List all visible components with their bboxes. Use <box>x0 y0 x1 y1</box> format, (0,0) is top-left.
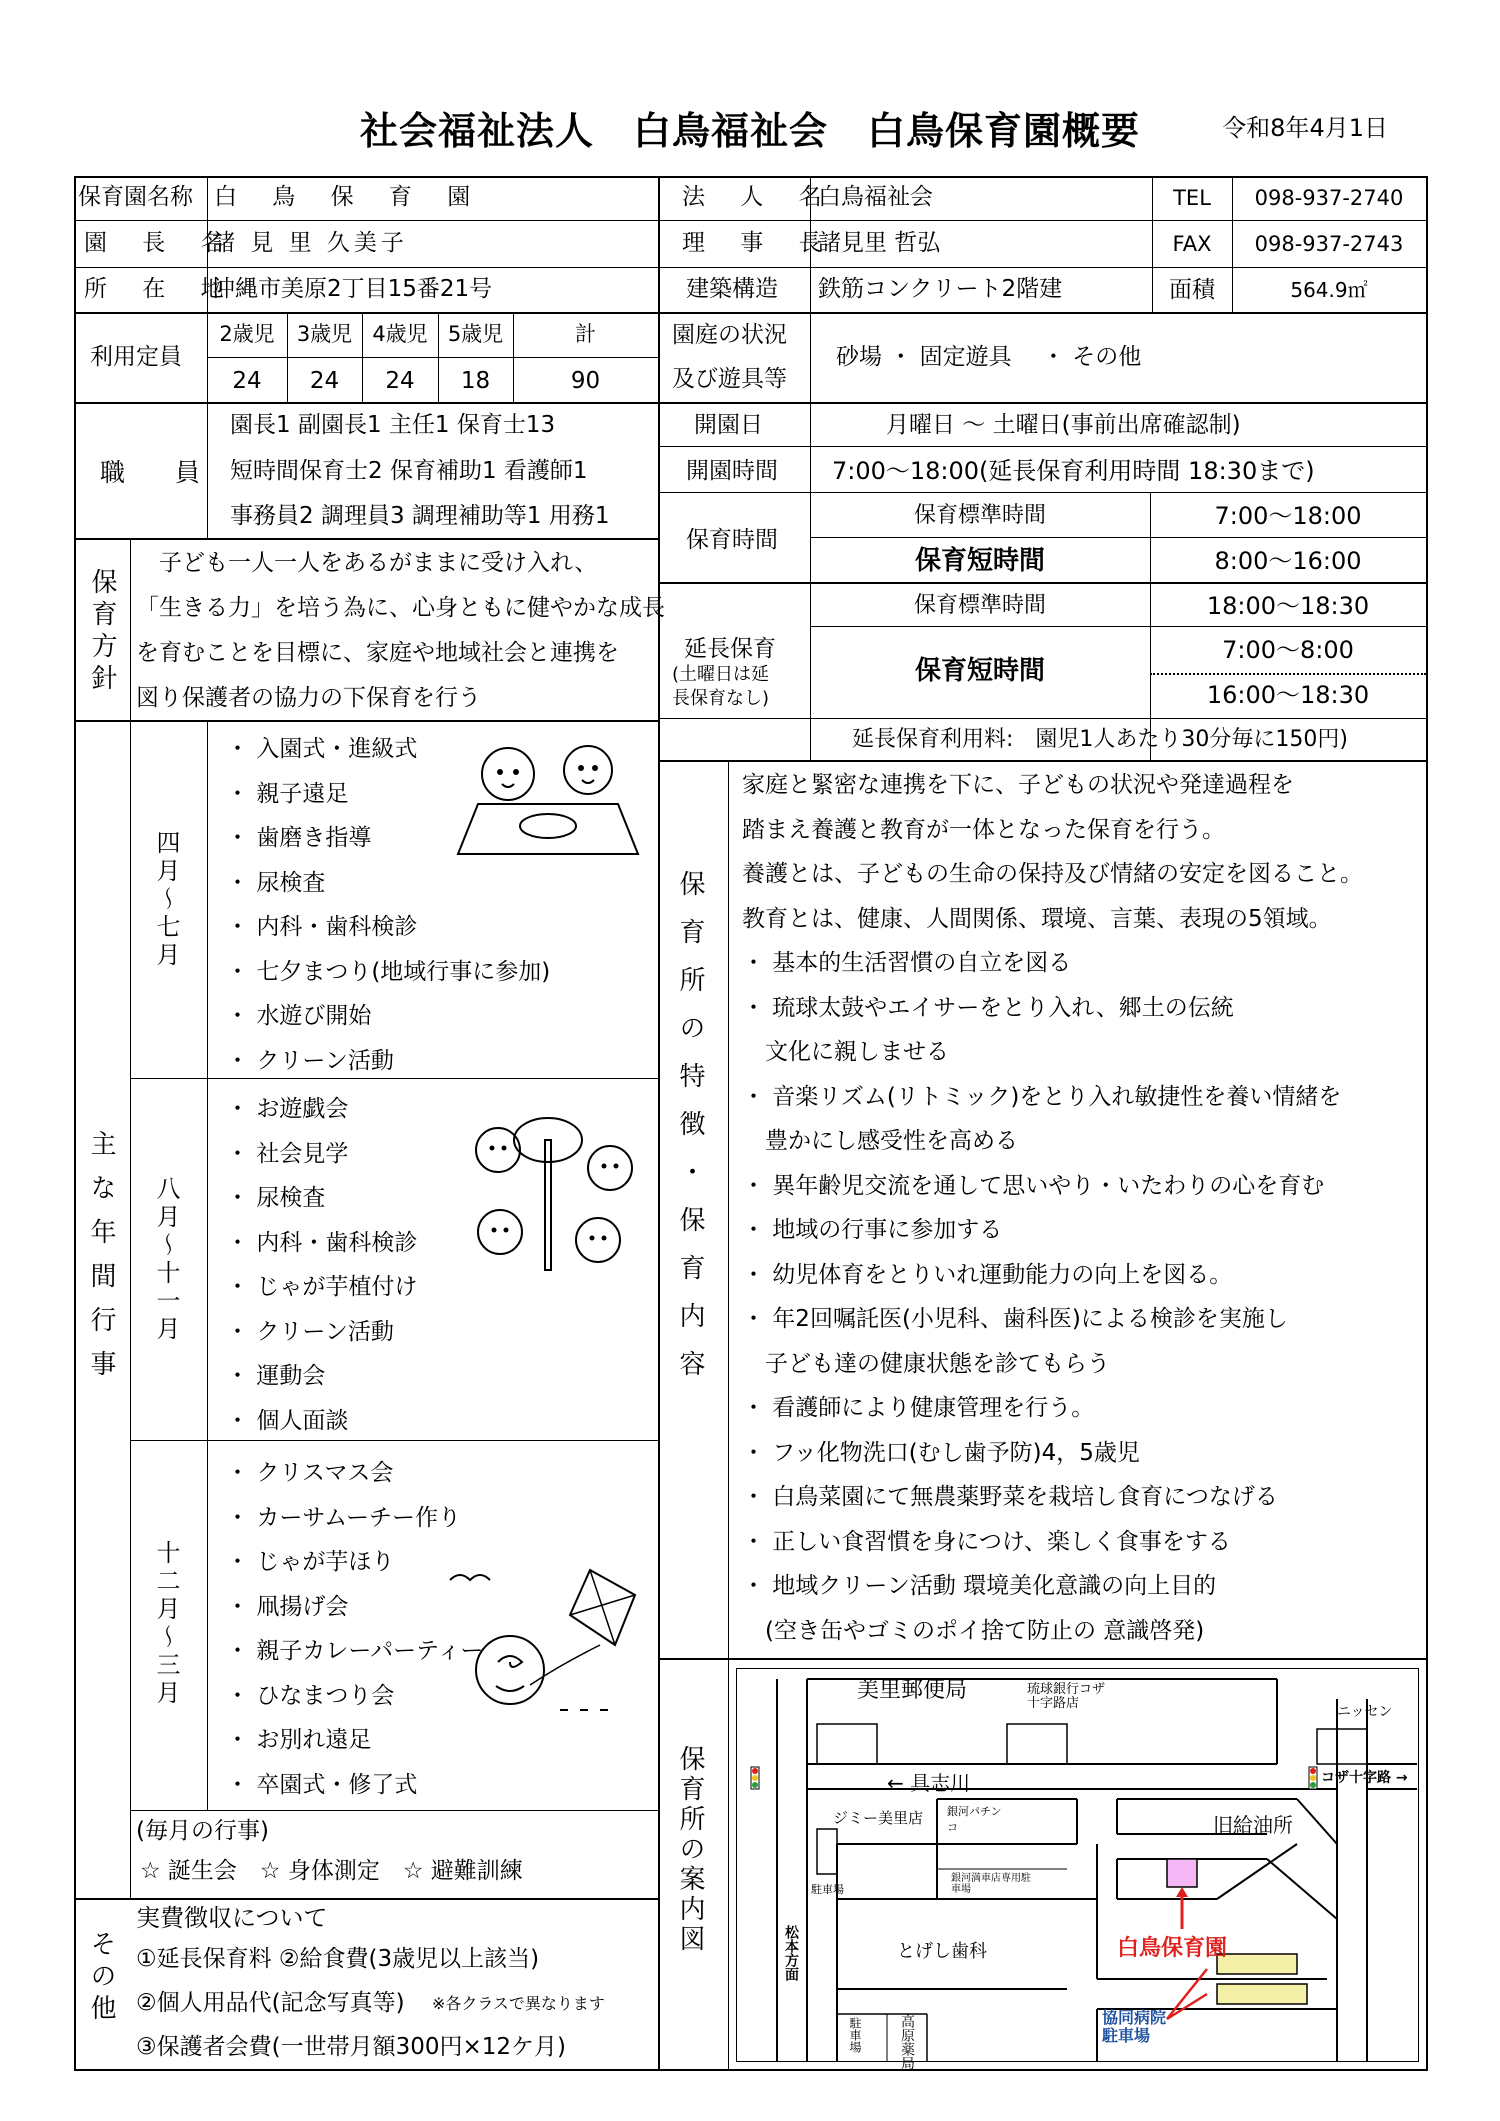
address-label: 所 在 地 <box>84 276 238 302</box>
map-takahara: 高原薬局 <box>899 2014 915 2070</box>
capacity-col-3: 3歳児 <box>296 322 353 346</box>
period1-label: 四月〜七月 <box>152 830 180 970</box>
other-heading: 実費徴収について <box>136 1904 328 1932</box>
other-line-1: ①延長保育料 ②給食費(3歳児以上該当) <box>136 1946 540 1972</box>
nursery-name-label: 保育園名称 <box>78 184 193 210</box>
director-label: 園 長 名 <box>84 230 238 256</box>
map-parking-1 <box>1217 1954 1297 1974</box>
access-map <box>736 1668 1419 2070</box>
extended-std-label: 保育標準時間 <box>913 593 1046 618</box>
staff-line-2: 短時間保育士2 保育補助1 看護師1 <box>230 458 588 484</box>
map-post-office: 美里郵便局 <box>857 1678 968 1703</box>
extended-label: 延長保育 <box>684 636 776 662</box>
feature-line: 家庭と緊密な連携を下に、子どもの状況や発達過程を <box>742 772 1294 798</box>
staff-line-1: 園長1 副園長1 主任1 保育士13 <box>230 412 556 438</box>
monthly-events-label: (毎月の行事) <box>136 1818 269 1844</box>
feature-line: 子ども達の健康状態を診てもらう <box>742 1350 1110 1377</box>
feature-line: 豊かにし感受性を高める <box>742 1128 1018 1154</box>
event-item: ・ 尿検査 <box>226 1185 326 1211</box>
event-item: ・ じゃが芋植付け <box>226 1274 418 1300</box>
policy-label: 保育方針 <box>87 568 117 696</box>
map-jimmy: ジミー美里店 <box>833 1809 924 1827</box>
event-item: ・ 親子遠足 <box>226 780 349 807</box>
feature-line: ・ 地域の行事に参加する <box>742 1217 1003 1243</box>
map-gushikawa: ← 具志川 <box>887 1771 971 1795</box>
capacity-col-5: 5歳児 <box>447 322 504 346</box>
map-roads <box>737 1669 1417 2061</box>
event-item: ・ 入園式・進級式 <box>226 736 418 762</box>
feature-line: ・ 正しい食習慣を身につけ、楽しく食事をする <box>742 1528 1231 1555</box>
care-short-label: 保育短時間 <box>914 546 1045 576</box>
events-label: 主な年間行事 <box>86 1130 116 1394</box>
period3-label: 十二月〜三月 <box>152 1540 180 1708</box>
capacity-val-2: 24 <box>232 368 262 394</box>
yard-value: 砂場 ・ 固定遊具 ・ その他 <box>836 344 1142 370</box>
extended-fee: 延長保育利用料: 園児1人あたり30分毎に150円) <box>852 727 1348 752</box>
map-pachinko-parking: 銀河満車店専用駐車場 <box>951 1873 1031 1895</box>
capacity-col-total: 計 <box>575 322 596 346</box>
yard-label-1: 園庭の状況 <box>672 322 787 348</box>
feature-line: 踏まえ養護と教育が一体となった保育を行う。 <box>742 816 1225 843</box>
map-label: 保育所の案内図 <box>675 1745 705 1955</box>
event-item: ・ クリスマス会 <box>226 1460 394 1486</box>
other-label: その他 <box>86 1930 116 2026</box>
extended-std-value: 18:00〜18:30 <box>1206 592 1370 620</box>
feature-line: ・ フッ化物洗口(むし歯予防)4，5歳児 <box>742 1439 1140 1466</box>
kite-illustration <box>440 1560 650 1730</box>
period2-label: 八月〜十一月 <box>152 1176 180 1344</box>
map-nissen: ニッセン <box>1337 1704 1393 1720</box>
event-item: ・ 運動会 <box>226 1363 326 1389</box>
capacity-val-4: 24 <box>385 368 415 394</box>
map-bank: 琉球銀行コザ十字路店 <box>1027 1682 1106 1712</box>
map-jimmy-parking: 駐車場 <box>811 1883 844 1896</box>
capacity-val-5: 18 <box>460 368 491 394</box>
staff-label: 職 員 <box>100 458 201 487</box>
care-short-value: 8:00〜16:00 <box>1214 547 1362 575</box>
chair-value: 諸見里 哲弘 <box>818 230 941 256</box>
event-item: ・ じゃが芋ほり <box>226 1549 395 1575</box>
extended-short-label: 保育短時間 <box>914 656 1045 686</box>
monthly-events: ☆ 誕生会 ☆ 身体測定 ☆ 避難訓練 <box>140 1858 523 1884</box>
kids-illustration-1 <box>448 734 648 864</box>
corp-label: 法 人 名 <box>682 184 836 210</box>
event-item: ・ 社会見学 <box>226 1140 349 1167</box>
open-time-value: 7:00〜18:00(延長保育利用時間 18:30まで) <box>832 457 1315 485</box>
policy-line-2: 「生きる力」を培う為に、心身ともに健やかな成長 <box>136 595 665 621</box>
feature-line: ・ 基本的生活習慣の自立を図る <box>742 950 1072 976</box>
feature-line: ・ 異年齢児交流を通して思いやり・いたわりの心を育む <box>742 1172 1325 1199</box>
care-time-label: 保育時間 <box>686 527 778 553</box>
extended-short-value-1: 7:00〜8:00 <box>1222 636 1354 664</box>
capacity-val-total: 90 <box>570 368 601 394</box>
event-item: ・ 七夕まつり(地域行事に参加) <box>226 958 551 985</box>
map-kyodo: 協同病院駐車場 <box>1102 2008 1167 2045</box>
feature-line: ・ 地域クリーン活動 環境美化意識の向上目的 <box>742 1573 1217 1599</box>
care-std-value: 7:00〜18:00 <box>1214 502 1362 530</box>
map-school-building <box>1167 1859 1197 1887</box>
corp-value: 白鳥福祉会 <box>818 184 933 210</box>
event-item: ・ 内科・歯科検診 <box>226 1229 418 1256</box>
tel-value: 098-937-2740 <box>1254 186 1404 210</box>
map-pachinko: 銀河パチンコ <box>947 1805 1002 1834</box>
event-item: ・ 内科・歯科検診 <box>226 914 418 940</box>
nursery-name-value: 白 鳥 保 育 園 <box>214 184 485 210</box>
kids-illustration-2 <box>460 1110 650 1280</box>
document-date: 令和8年4月1日 <box>1222 114 1388 142</box>
open-day-label: 開園日 <box>694 412 763 438</box>
extended-short-value-2: 16:00〜18:30 <box>1206 681 1370 709</box>
event-item: ・ 親子カレーパーティー <box>226 1638 484 1664</box>
other-line-3: ③保護者会費(一世帯月額300円×12ケ月) <box>136 2034 567 2060</box>
map-old-gas: 旧給油所 <box>1213 1813 1293 1837</box>
feature-line: 文化に親しませる <box>742 1039 949 1065</box>
map-parking-2 <box>1217 1984 1307 2004</box>
structure-value: 鉄筋コンクリート2階建 <box>818 276 1063 302</box>
staff-line-3: 事務員2 調理員3 調理補助等1 用務1 <box>230 503 610 529</box>
event-item: ・ 水遊び開始 <box>226 1003 372 1029</box>
features-label: 保育所の特徴・保育内容 <box>675 870 705 1398</box>
feature-line: ・ 音楽リズム(リトミック)をとり入れ敏捷性を養い情緒を <box>742 1083 1342 1110</box>
extended-note-1: (土曜日は延 <box>672 664 770 685</box>
event-item: ・ 歯磨き指導 <box>226 825 372 851</box>
event-item: ・ ひなまつり会 <box>226 1682 395 1709</box>
capacity-label: 利用定員 <box>90 344 182 370</box>
extended-note-2: 長保育なし) <box>672 688 770 709</box>
map-bottom-parking: 駐車場 <box>848 2017 862 2053</box>
open-day-value: 月曜日 〜 土曜日(事前出席確認制) <box>886 412 1241 438</box>
event-item: ・ 尿検査 <box>226 869 326 896</box>
feature-line: ・ 幼児体育をとりいれ運動能力の向上を図る。 <box>742 1261 1233 1288</box>
fax-value: 098-937-2743 <box>1254 232 1404 256</box>
fax-label: FAX <box>1172 232 1212 256</box>
area-value: 564.9㎡ <box>1290 278 1368 302</box>
feature-line: 教育とは、健康、人間関係、環境、言葉、表現の5領域。 <box>742 905 1332 932</box>
director-value: 諸 見 里 久美子 <box>212 230 408 256</box>
care-std-label: 保育標準時間 <box>913 503 1046 528</box>
address-value: 沖縄市美原2丁目15番21号 <box>212 276 493 302</box>
map-shiratori: 白鳥保育園 <box>1117 1936 1228 1961</box>
map-togeshi: とげし歯科 <box>897 1941 987 1962</box>
feature-line: ・ 看護師により健康管理を行う。 <box>742 1395 1095 1421</box>
chair-label: 理 事 長 <box>682 230 836 256</box>
feature-line: (空き缶やゴミのポイ捨て防止の 意識啓発) <box>742 1617 1205 1644</box>
event-item: ・ 凧揚げ会 <box>226 1593 349 1620</box>
page-title: 社会福祉法人 白鳥福祉会 白鳥保育園概要 <box>359 109 1140 153</box>
other-line-2-note: ※各クラスで異なります <box>432 1994 605 2013</box>
capacity-col-4: 4歳児 <box>372 322 428 346</box>
event-item: ・ お別れ遠足 <box>226 1727 372 1753</box>
event-item: ・ クリーン活動 <box>226 1047 394 1074</box>
feature-line: ・ 白鳥菜園にて無農薬野菜を栽培し食育につなげる <box>742 1484 1278 1510</box>
map-matsumoto: 松本方面 <box>783 1925 799 1981</box>
feature-line: ・ 琉球太鼓やエイサーをとり入れ、郷土の伝統 <box>742 994 1234 1021</box>
feature-line: 養護とは、子どもの生命の保持及び情緒の安定を図ること。 <box>742 861 1363 887</box>
other-line-2: ②個人用品代(記念写真等) <box>136 1990 405 2016</box>
policy-line-3: を育むことを目標に、家庭や地域社会と連携を <box>136 640 619 666</box>
policy-line-1: 子ども一人一人をあるがままに受け入れ、 <box>136 550 598 576</box>
structure-label: 建築構造 <box>686 276 778 302</box>
event-item: ・ お遊戯会 <box>226 1096 349 1122</box>
policy-line-4: 図り保護者の協力の下保育を行う <box>136 685 481 711</box>
event-item: ・ 卒園式・修了式 <box>226 1771 418 1798</box>
feature-line: ・ 年2回嘱託医(小児科、歯科医)による検診を実施し <box>742 1306 1288 1332</box>
tel-label: TEL <box>1173 186 1211 210</box>
event-item: ・ クリーン活動 <box>226 1318 394 1345</box>
capacity-val-3: 24 <box>309 368 340 394</box>
yard-label-2: 及び遊具等 <box>672 366 787 392</box>
open-time-label: 開園時間 <box>686 458 778 484</box>
area-label: 面積 <box>1169 277 1215 303</box>
event-item: ・ 個人面談 <box>226 1407 349 1434</box>
event-item: ・ カーサムーチー作り <box>226 1504 462 1531</box>
map-koza: コザ十字路 → <box>1321 1770 1408 1786</box>
capacity-col-2: 2歳児 <box>219 322 275 346</box>
